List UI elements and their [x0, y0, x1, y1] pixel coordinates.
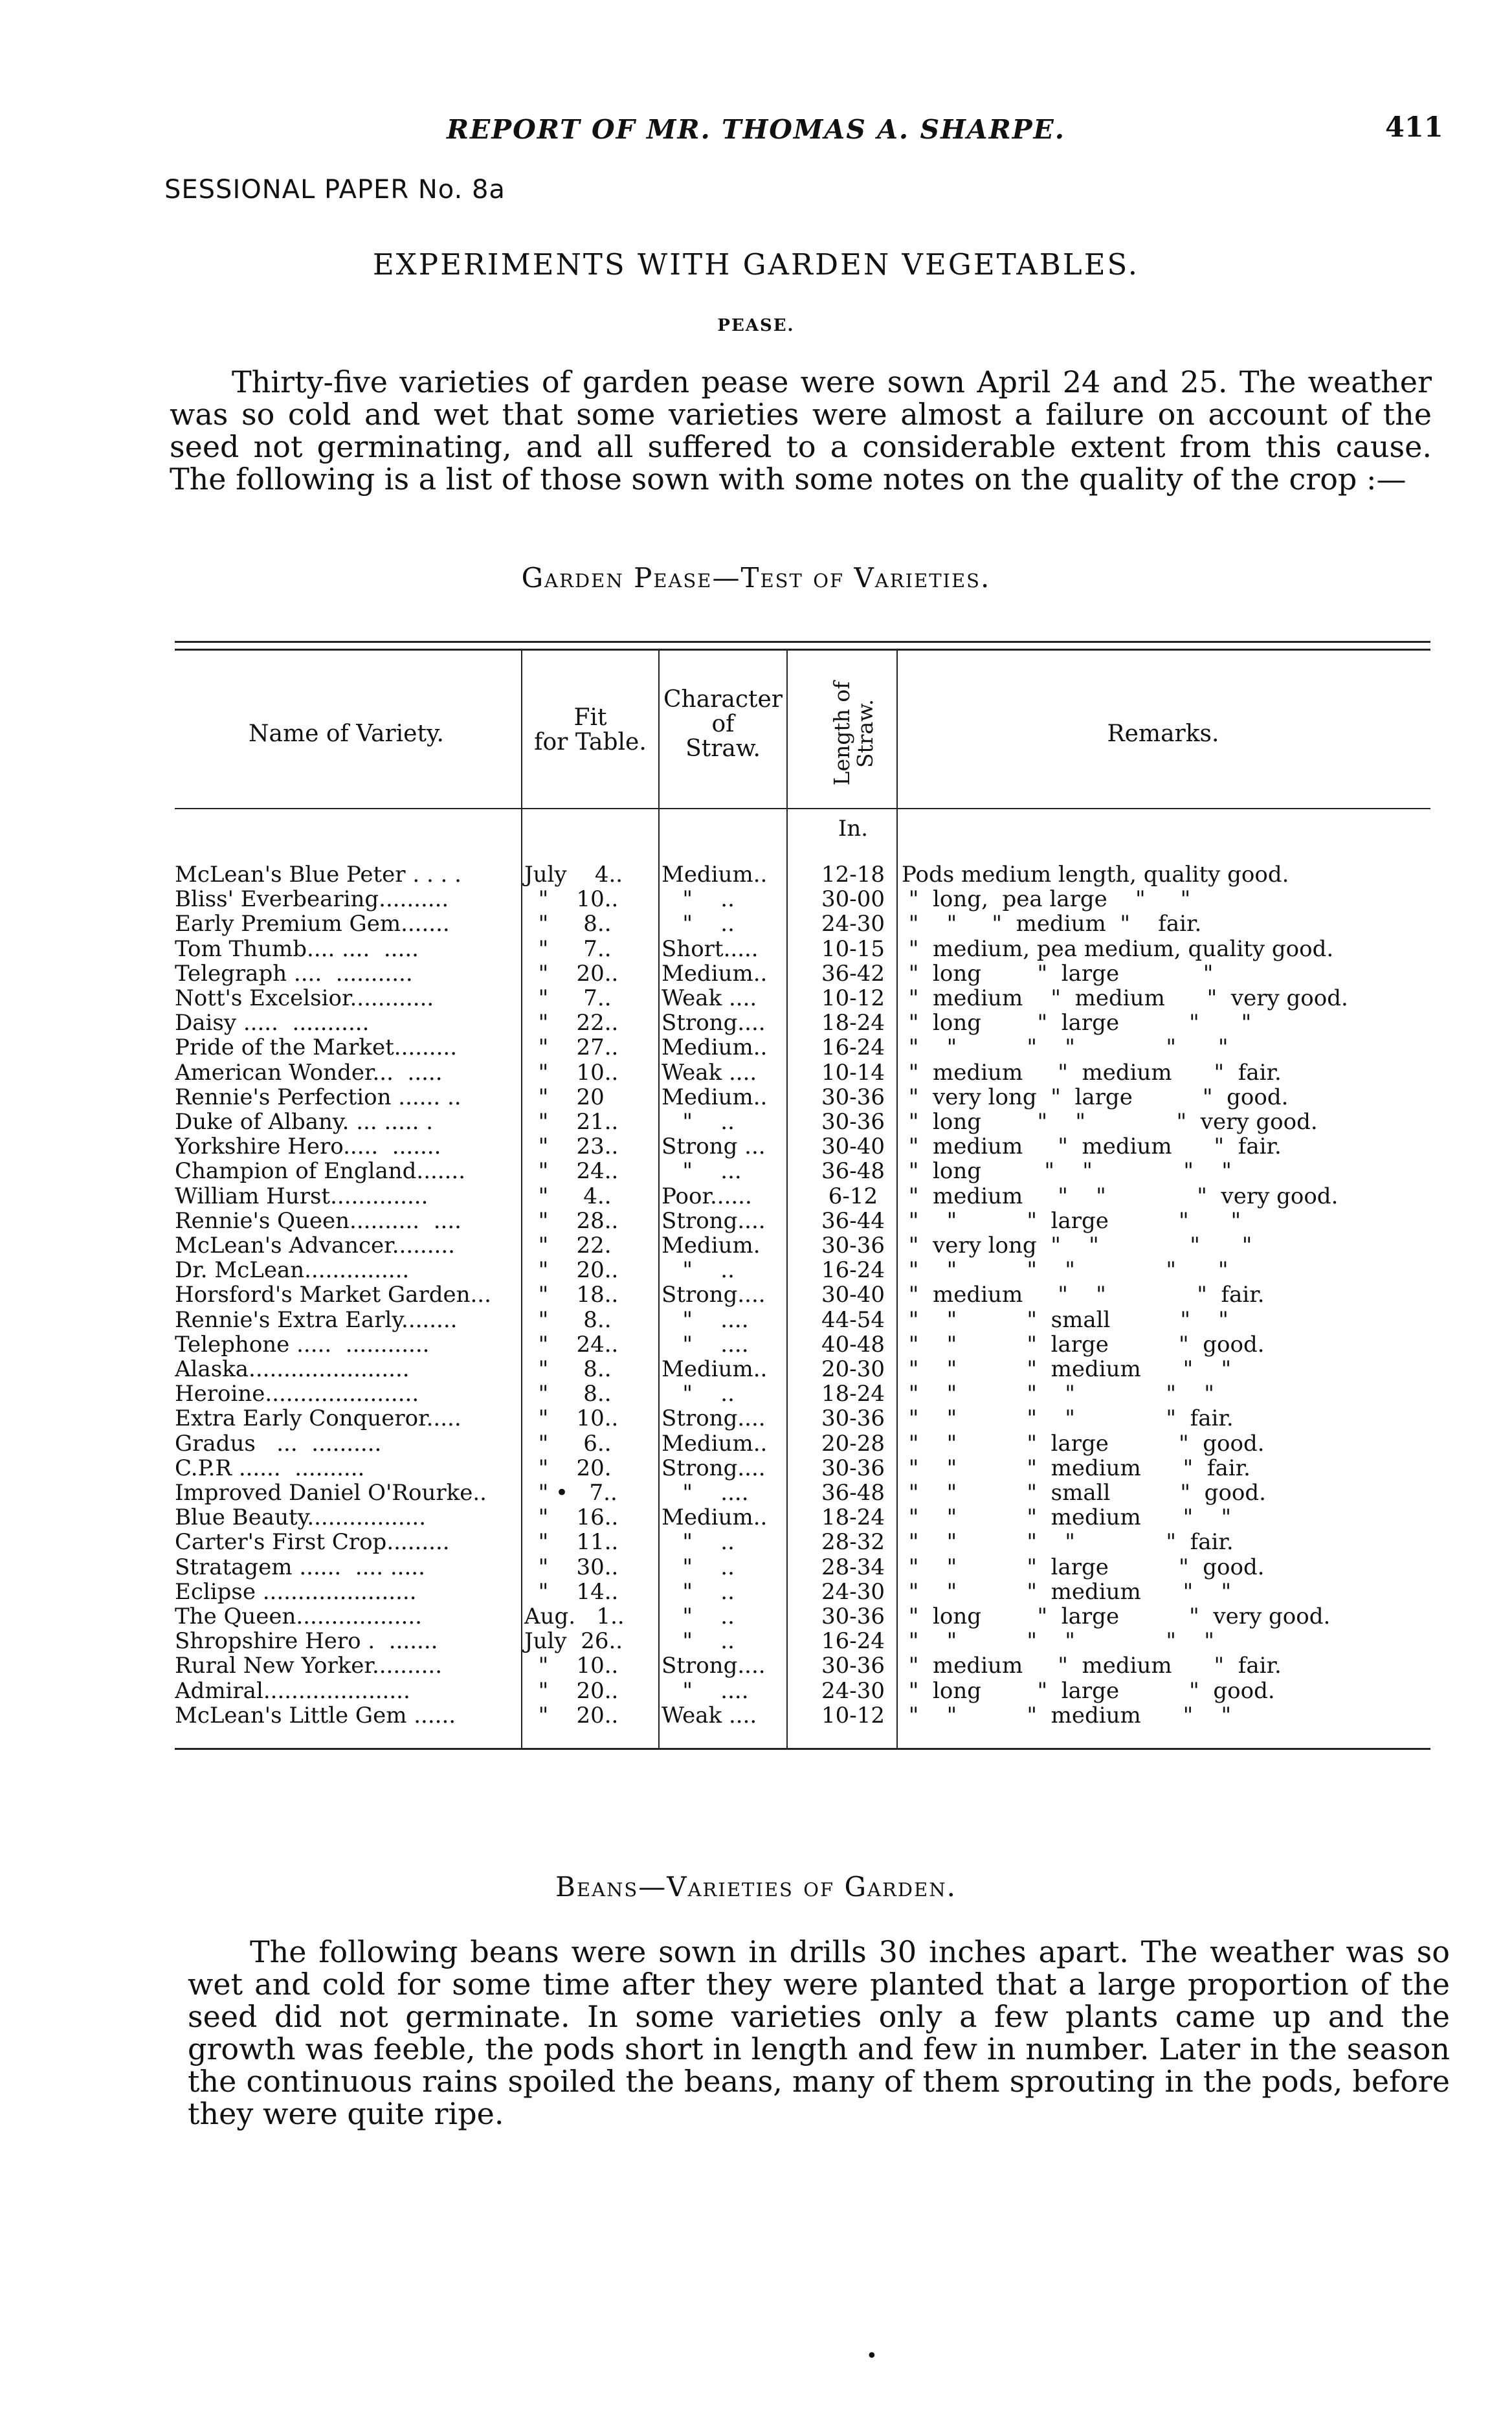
variety-name: Gradus ... .......... [175, 1431, 382, 1456]
straw-length: 20-28 [821, 1430, 885, 1457]
straw-character: " ... [662, 1158, 742, 1185]
remarks: " medium " medium " fair. [902, 1653, 1282, 1679]
fit-for-table: " 6.. [524, 1430, 612, 1457]
variety-name: Rennie's Perfection ...... .. [175, 1084, 461, 1110]
remarks: " " " " " " [902, 1257, 1228, 1284]
straw-length: 18-24 [821, 1381, 885, 1407]
fit-for-table: " 20.. [524, 1257, 619, 1284]
straw-length: 16-24 [821, 1628, 885, 1655]
fit-for-table: " 10.. [524, 886, 619, 913]
fit-for-table: " 20 [524, 1084, 605, 1110]
variety-name: Carter's First Crop......... [175, 1530, 450, 1555]
straw-character: Strong.... [662, 1405, 766, 1432]
table-row [0, 961, 1512, 986]
remarks: " " " " " fair. [902, 1529, 1234, 1556]
remarks: Pods medium length, quality good. [902, 862, 1289, 888]
fit-for-table: " • 7.. [524, 1480, 617, 1506]
fit-for-table: " 20.. [524, 1702, 619, 1728]
straw-length: 44-54 [821, 1306, 885, 1333]
header-length [788, 660, 896, 807]
table-row [0, 1011, 1512, 1035]
straw-character: " .. [662, 1554, 735, 1580]
variety-name: Horsford's Market Garden... [175, 1282, 491, 1308]
table-row [0, 1134, 1512, 1159]
variety-name: Daisy ..... ........... [175, 1011, 370, 1036]
straw-character: Strong.... [662, 1653, 766, 1679]
straw-character: " .. [662, 1578, 735, 1605]
straw-character: Medium.. [662, 862, 768, 888]
straw-length: 20-30 [821, 1356, 885, 1382]
fit-for-table: " 7.. [524, 985, 612, 1011]
table-row [0, 1233, 1512, 1258]
straw-character: Strong.... [662, 1010, 766, 1036]
table-row [0, 1555, 1512, 1580]
remarks: " " " " " fair. [902, 1405, 1234, 1432]
page-number: 411 [1385, 111, 1443, 144]
remarks: " long " large " " [902, 1010, 1252, 1036]
variety-name: Heroine...................... [175, 1381, 419, 1407]
straw-length: 24-30 [821, 1677, 885, 1704]
beans-title: Beans—Varieties of Garden. [555, 1871, 957, 1903]
header-length-label: Length of Straw. [829, 681, 878, 786]
header-name: Name of Variety. [249, 721, 444, 747]
fit-for-table: " 18.. [524, 1282, 619, 1308]
table-row [0, 937, 1512, 961]
remarks: " very long " large " good. [902, 1084, 1289, 1110]
fit-for-table: " 24.. [524, 1331, 619, 1358]
variety-name: Dr. McLean............... [175, 1258, 410, 1283]
table-row [0, 1357, 1512, 1381]
straw-character: Strong.... [662, 1207, 766, 1234]
straw-character: " .... [662, 1480, 749, 1506]
straw-length: 6-12 [828, 1183, 878, 1209]
variety-name: Telephone ..... ............ [175, 1332, 430, 1357]
variety-name: McLean's Advancer......... [175, 1233, 455, 1258]
table-row [0, 1679, 1512, 1703]
table-row [0, 1282, 1512, 1307]
remarks: " " " small " " [902, 1306, 1228, 1333]
remarks: " long " " " " [902, 1158, 1232, 1185]
remarks: " medium, pea medium, quality good. [902, 935, 1334, 962]
remarks: " long " large " very good. [902, 1604, 1331, 1629]
fit-for-table: " 14.. [524, 1578, 619, 1605]
remarks: " " " " " " [902, 1628, 1214, 1655]
table-top-rule [175, 641, 1430, 643]
table-row [0, 986, 1512, 1011]
fit-for-table: " 8.. [524, 911, 612, 937]
variety-name: Alaska....................... [175, 1357, 410, 1381]
straw-length: 36-44 [821, 1207, 885, 1234]
table-row [0, 1431, 1512, 1456]
table-row [0, 887, 1512, 912]
fit-for-table: " 11.. [524, 1529, 619, 1556]
header-fit [522, 706, 658, 755]
table-row [0, 1060, 1512, 1085]
straw-character: Poor...... [662, 1183, 752, 1209]
fit-for-table: " 10.. [524, 1059, 619, 1086]
table-row [0, 1035, 1512, 1060]
header-bottom-rule [175, 808, 1430, 809]
remarks: " " " medium " " [902, 1702, 1232, 1728]
header-straw-line3: Straw. [685, 735, 761, 762]
beans-paragraph: The following beans were sown in drills 30 inches apart. The weather was so wet and cold for some time after they were planted that a large proportion of the seed did not germinate. In some varieties only a few plants came up and the growth was feeble, the pods short in length and few in number. Later in the season the continuous rains spoiled the beans, many of them sprouting in the pods, before they were quite ripe. [188, 1934, 1450, 2131]
remarks: " medium " " " very good. [902, 1183, 1339, 1209]
straw-character: Medium.. [662, 1356, 768, 1382]
fit-for-table: " 10.. [524, 1653, 619, 1679]
variety-name: Rennie's Extra Early........ [175, 1307, 458, 1332]
remarks: " " " large " good. [902, 1331, 1265, 1358]
straw-character: Medium.. [662, 1035, 768, 1061]
variety-name: Stratagem ...... .... ..... [175, 1554, 425, 1580]
stray-mark: • [866, 2345, 878, 2367]
straw-length: 30-36 [821, 1109, 885, 1135]
variety-name: Rural New Yorker.......... [175, 1653, 443, 1679]
straw-character: Strong.... [662, 1455, 766, 1481]
table-row [0, 1159, 1512, 1183]
straw-length: 28-32 [821, 1529, 885, 1556]
fit-for-table: " 27.. [524, 1035, 619, 1061]
section-title: EXPERIMENTS WITH GARDEN VEGETABLES. [372, 247, 1140, 282]
table-row [0, 862, 1512, 887]
straw-length: 12-18 [821, 862, 885, 888]
straw-length: 30-36 [821, 1653, 885, 1679]
fit-for-table: Aug. 1.. [524, 1604, 625, 1629]
remarks: " " " medium " fair. [902, 911, 1202, 937]
fit-for-table: July 4.. [524, 862, 623, 888]
variety-name: Telegraph .... ........... [175, 961, 413, 986]
fit-for-table: " 8.. [524, 1381, 612, 1407]
straw-length: 36-42 [821, 960, 885, 987]
straw-length: 30-36 [821, 1455, 885, 1481]
fit-for-table: " 24.. [524, 1158, 619, 1185]
section-subheading: PEASE. [717, 316, 795, 335]
table-row [0, 1505, 1512, 1530]
variety-name: McLean's Little Gem ...... [175, 1703, 456, 1728]
fit-for-table: July 26.. [524, 1628, 623, 1655]
fit-for-table: " 10.. [524, 1405, 619, 1432]
table-row [0, 1308, 1512, 1332]
table-row [0, 1406, 1512, 1431]
straw-character: Weak .... [662, 985, 757, 1011]
remarks: " medium " " " fair. [902, 1282, 1265, 1308]
remarks: " long " large " [902, 960, 1214, 987]
remarks: " medium " medium " fair. [902, 1134, 1282, 1160]
straw-length: 36-48 [821, 1480, 885, 1506]
fit-for-table: " 8.. [524, 1306, 612, 1333]
remarks: " " " large " good. [902, 1430, 1265, 1457]
straw-length: 16-24 [821, 1035, 885, 1061]
fit-for-table: " 22. [524, 1233, 612, 1258]
remarks: " " " medium " " [902, 1578, 1232, 1605]
fit-for-table: " 21.. [524, 1109, 619, 1135]
table-row [0, 1085, 1512, 1110]
header-remarks: Remarks. [1107, 721, 1219, 747]
remarks: " long " large " good. [902, 1677, 1275, 1704]
variety-name: Nott's Excelsior............ [175, 986, 434, 1011]
table-row [0, 1481, 1512, 1505]
straw-length: 30-00 [821, 886, 885, 913]
straw-character: " .. [662, 1628, 735, 1655]
length-unit: In. [838, 816, 869, 842]
variety-name: C.P.R ...... .......... [175, 1455, 365, 1481]
table-row [0, 1703, 1512, 1728]
straw-length: 36-48 [821, 1158, 885, 1185]
variety-name: Blue Beauty................. [175, 1505, 427, 1530]
table-row [0, 1184, 1512, 1209]
table-row [0, 1604, 1512, 1629]
header-straw [660, 688, 786, 761]
table-title: Garden Pease—Test of Varieties. [521, 562, 991, 594]
remarks: " " " large " " [902, 1207, 1241, 1234]
fit-for-table: " 20.. [524, 960, 619, 987]
straw-character: Medium.. [662, 960, 768, 987]
straw-character: Strong ... [662, 1134, 766, 1160]
remarks: " long, pea large " " [902, 886, 1191, 913]
straw-length: 10-12 [821, 985, 885, 1011]
remarks: " long " " " very good. [902, 1109, 1318, 1135]
remarks: " " " " " " [902, 1035, 1228, 1061]
variety-name: Champion of England....... [175, 1159, 466, 1184]
variety-name: Improved Daniel O'Rourke.. [175, 1481, 487, 1505]
intro-paragraph: Thirty-five varieties of garden pease were sown April 24 and 25. The weather was so cold and wet that some varieties were almost a failure on account of the seed not germinating, and all suffered to a considerable extent from this cause. The following is a list of those sown with some notes on the quality of the crop :— [170, 364, 1432, 497]
header-fit-line1: Fit [573, 704, 607, 731]
variety-name: Yorkshire Hero..... ....... [175, 1134, 441, 1159]
remarks: " " " medium " " [902, 1504, 1232, 1531]
remarks: " medium " medium " very good. [902, 985, 1348, 1011]
straw-length: 18-24 [821, 1010, 885, 1036]
variety-name: Extra Early Conqueror..... [175, 1406, 461, 1431]
straw-character: Medium.. [662, 1430, 768, 1457]
remarks: " " " medium " " [902, 1356, 1232, 1382]
running-head: REPORT OF MR. THOMAS A. SHARPE. [446, 114, 1066, 145]
variety-name: Rennie's Queen.......... .... [175, 1208, 461, 1233]
straw-length: 30-36 [821, 1604, 885, 1629]
fit-for-table: " 16.. [524, 1504, 619, 1531]
straw-length: 24-30 [821, 911, 885, 937]
fit-for-table: " 22.. [524, 1010, 619, 1036]
straw-character: Medium.. [662, 1504, 768, 1531]
straw-length: 30-40 [821, 1134, 885, 1160]
table-row [0, 1653, 1512, 1678]
fit-for-table: " 30.. [524, 1554, 619, 1580]
table-row [0, 1332, 1512, 1357]
variety-name: The Queen.................. [175, 1604, 422, 1629]
straw-length: 28-34 [821, 1554, 885, 1580]
variety-name: Pride of the Market......... [175, 1035, 458, 1060]
variety-name: Bliss' Everbearing.......... [175, 887, 449, 912]
straw-length: 10-14 [821, 1059, 885, 1086]
straw-length: 24-30 [821, 1578, 885, 1605]
remarks: " medium " medium " fair. [902, 1059, 1282, 1086]
straw-character: Medium.. [662, 1084, 768, 1110]
straw-character: " .. [662, 1109, 735, 1135]
fit-for-table: " 20.. [524, 1677, 619, 1704]
variety-name: William Hurst.............. [175, 1183, 428, 1209]
straw-character: Strong.... [662, 1282, 766, 1308]
straw-length: 30-40 [821, 1282, 885, 1308]
straw-length: 10-15 [821, 935, 885, 962]
fit-for-table: " 20. [524, 1455, 612, 1481]
fit-for-table: " 8.. [524, 1356, 612, 1382]
table-row [0, 1456, 1512, 1481]
straw-character: " .... [662, 1306, 749, 1333]
variety-name: American Wonder... ..... [175, 1060, 443, 1085]
straw-character: " .. [662, 1604, 735, 1629]
straw-length: 40-48 [821, 1331, 885, 1358]
straw-length: 18-24 [821, 1504, 885, 1531]
table-row [0, 1110, 1512, 1134]
variety-name: Shropshire Hero . ....... [175, 1629, 438, 1654]
variety-name: Duke of Albany. ... ..... . [175, 1110, 434, 1134]
variety-name: Eclipse ...................... [175, 1579, 417, 1604]
straw-length: 16-24 [821, 1257, 885, 1284]
table-row [0, 1530, 1512, 1554]
remarks: " " " large " good. [902, 1554, 1265, 1580]
variety-name: Early Premium Gem....... [175, 912, 450, 937]
table-row [0, 1381, 1512, 1406]
table-row [0, 912, 1512, 936]
header-fit-line2: for Table. [534, 729, 647, 755]
remarks: " very long " " " " [902, 1233, 1252, 1258]
table-row [0, 1580, 1512, 1604]
straw-character: " .. [662, 1529, 735, 1556]
straw-character: " .. [662, 911, 735, 937]
remarks: " " " " " " [902, 1381, 1214, 1407]
straw-length: 30-36 [821, 1084, 885, 1110]
variety-name: Admiral..................... [175, 1678, 410, 1703]
straw-length: 30-36 [821, 1233, 885, 1258]
straw-length: 30-36 [821, 1405, 885, 1432]
straw-character: " .... [662, 1331, 749, 1358]
fit-for-table: " 7.. [524, 935, 612, 962]
header-straw-line2: of [711, 711, 735, 737]
remarks: " " " medium " fair. [902, 1455, 1251, 1481]
table-bottom-rule [175, 1748, 1430, 1750]
straw-length: 10-12 [821, 1702, 885, 1728]
variety-name: Tom Thumb.... .... ..... [175, 936, 419, 961]
table-top-rule-2 [175, 649, 1430, 651]
straw-character: Short..... [662, 935, 759, 962]
variety-name: McLean's Blue Peter . . . . [175, 862, 461, 887]
table-row [0, 1629, 1512, 1653]
straw-character: Weak .... [662, 1059, 757, 1086]
remarks: " " " small " good. [902, 1480, 1266, 1506]
sessional-paper: SESSIONAL PAPER No. 8a [164, 175, 506, 205]
table-row [0, 1209, 1512, 1233]
table-row [0, 1258, 1512, 1282]
straw-character: " .. [662, 1381, 735, 1407]
fit-for-table: " 23.. [524, 1134, 619, 1160]
straw-character: " .. [662, 886, 735, 913]
straw-character: Weak .... [662, 1702, 757, 1728]
straw-character: " .. [662, 1257, 735, 1284]
header-straw-line1: Character [663, 686, 783, 713]
straw-character: " .... [662, 1677, 749, 1704]
straw-character: Medium. [662, 1233, 761, 1258]
fit-for-table: " 28.. [524, 1207, 619, 1234]
fit-for-table: " 4.. [524, 1183, 612, 1209]
